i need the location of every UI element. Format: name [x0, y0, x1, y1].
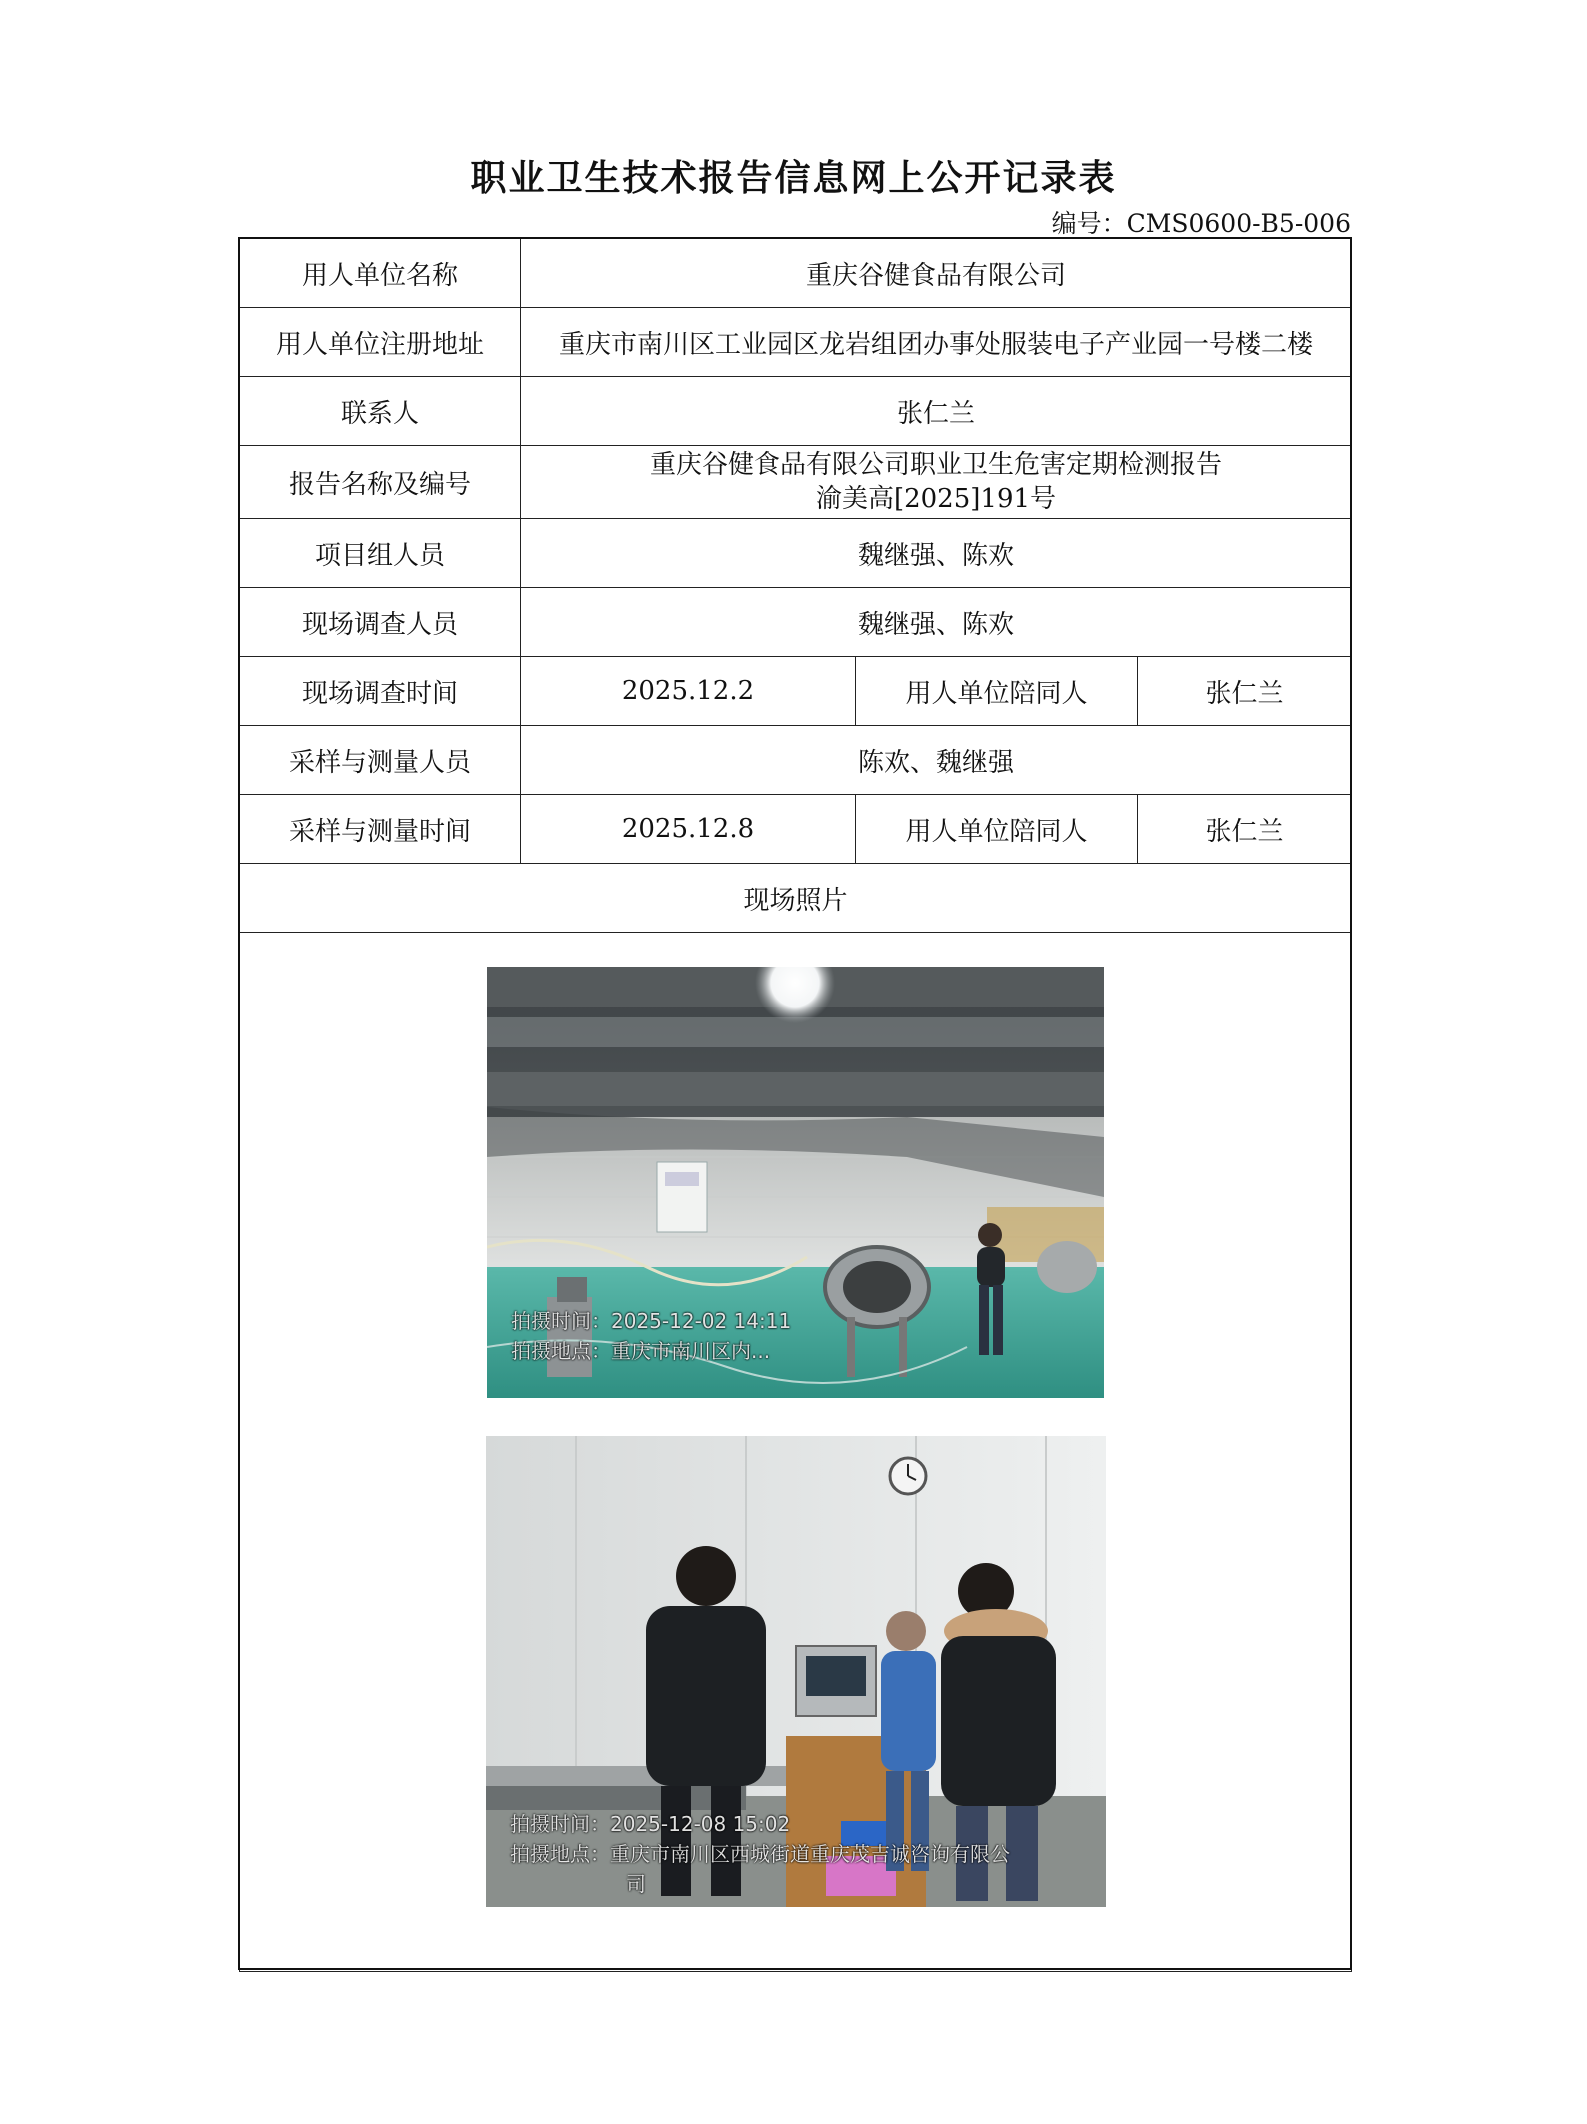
sampling-escort-label: 用人单位陪同人: [856, 795, 1138, 864]
project-members-value: 魏继强、陈欢: [521, 519, 1352, 588]
survey-escort-label: 用人单位陪同人: [856, 657, 1138, 726]
photo-2-place-stamp-cont: 司: [626, 1872, 646, 1896]
site-photo-1: [487, 967, 1104, 1398]
project-members-label: 项目组人员: [240, 519, 521, 588]
document-number: 编号：CMS0600-B5-006: [1051, 209, 1351, 238]
sampling-staff-value: 陈欢、魏继强: [521, 726, 1352, 795]
contact-value: 张仁兰: [521, 377, 1352, 446]
page-title: 职业卫生技术报告信息网上公开记录表: [470, 157, 1117, 199]
sampling-escort-value: 张仁兰: [1138, 795, 1352, 864]
survey-escort-value: 张仁兰: [1138, 657, 1352, 726]
contact-label: 联系人: [240, 377, 521, 446]
sampling-time-value: 2025.12.8: [521, 795, 856, 864]
photo-2-place-stamp: 拍摄地点：重庆市南川区西城街道重庆茂吉诚咨询有限公: [510, 1842, 1010, 1866]
address-label: 用人单位注册地址: [240, 308, 521, 377]
survey-time-value: 2025.12.2: [521, 657, 856, 726]
site-photo-2: [486, 1436, 1106, 1907]
survey-staff-label: 现场调查人员: [240, 588, 521, 657]
sampling-time-label: 采样与测量时间: [240, 795, 521, 864]
unit-name-value: 重庆谷健食品有限公司: [521, 239, 1352, 308]
photo-2-time-stamp: 拍摄时间：2025-12-08 15:02: [510, 1812, 791, 1836]
report-name: 重庆谷健食品有限公司职业卫生危害定期检测报告: [649, 450, 1222, 480]
report-label: 报告名称及编号: [240, 446, 521, 519]
survey-time-label: 现场调查时间: [240, 657, 521, 726]
unit-name-label: 用人单位名称: [240, 239, 521, 308]
report-number: 渝美高[2025]191号: [815, 484, 1057, 514]
photo-1-time-stamp: 拍摄时间：2025-12-02 14:11: [511, 1309, 792, 1333]
photos-label: 现场照片: [240, 864, 1352, 933]
photo-1-place-stamp: 拍摄地点：重庆市南川区内...: [511, 1339, 771, 1363]
address-value: 重庆市南川区工业园区龙岩组团办事处服装电子产业园一号楼二楼: [521, 308, 1352, 377]
survey-staff-value: 魏继强、陈欢: [521, 588, 1352, 657]
sampling-staff-label: 采样与测量人员: [240, 726, 521, 795]
